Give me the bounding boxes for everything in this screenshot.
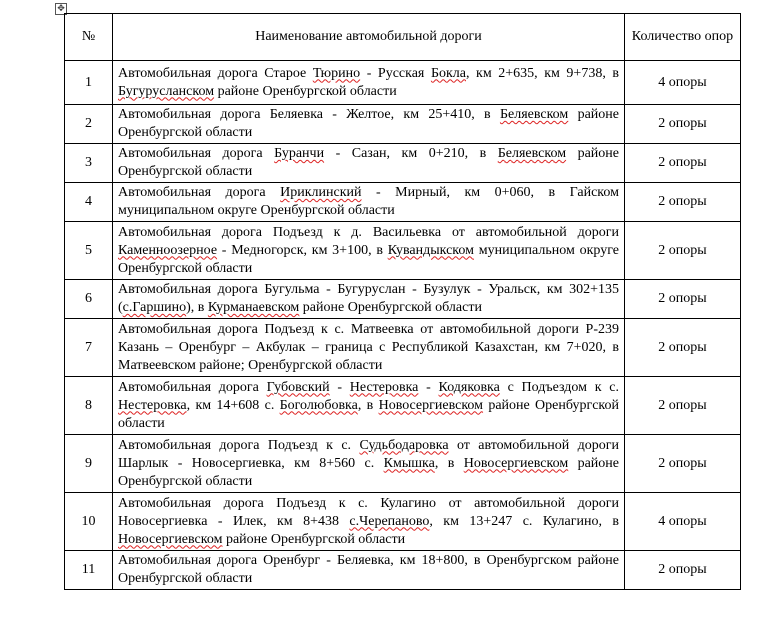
road-name-cell	[113, 280, 625, 319]
misspelled-word: Нестеровка	[349, 379, 419, 395]
road-name-text: Автомобильная дорога Беляевка - Желтое, км 25+410, в	[118, 107, 500, 122]
road-name-text: Автомобильная дорога Подъезд к д. Васильевка от автомобильной дороги	[118, 224, 619, 240]
row-number: 4	[65, 183, 113, 222]
road-name-text: районе Оренбургской области	[118, 397, 619, 431]
header-number: №	[65, 14, 113, 61]
road-name-text: -	[418, 379, 439, 395]
road-name-cell	[113, 435, 625, 493]
misspelled-word: Губовский	[266, 379, 330, 395]
road-name-text: районе Оренбургской области	[222, 531, 406, 547]
supports-count: 4 опоры	[625, 61, 741, 105]
row-number: 7	[65, 319, 113, 377]
roads-table	[64, 13, 741, 590]
table-row	[65, 551, 741, 590]
road-name-text: , в	[434, 455, 464, 471]
road-name-text: - Мирный, км 0+060, в Гайском муниципальном округе Оренбургской области	[118, 185, 619, 218]
row-number: 11	[65, 551, 113, 590]
table-body	[65, 61, 741, 590]
road-name-text: с Подъездом к с.	[499, 379, 619, 395]
road-name-text: , км 13+247 с. Кулагино, в	[429, 513, 620, 529]
row-number: 9	[65, 435, 113, 493]
road-name-cell	[113, 144, 625, 183]
road-name-text: Автомобильная дорога	[118, 146, 275, 161]
road-name-text: Автомобильная дорога Подъезд к с.	[118, 437, 360, 453]
table-row	[65, 105, 741, 144]
road-name-text: от автомобильной дороги Шарлык - Новосергиевка, км 8+560 с.	[118, 437, 619, 471]
road-name-cell	[113, 105, 625, 144]
supports-count: 2 опоры	[625, 280, 741, 319]
road-name-text: - Сазан, км 0+210, в	[324, 146, 498, 161]
row-number: 6	[65, 280, 113, 319]
table-row	[65, 280, 741, 319]
row-number: 1	[65, 61, 113, 105]
road-name-cell	[113, 377, 625, 435]
misspelled-word: Тюрино	[312, 65, 361, 81]
road-name-text: Автомобильная дорога Подъезд к с. Кулагино от автомобильной дороги Новосергиевка - Илек, км 8+438	[118, 495, 619, 529]
misspelled-word: с.Гаршино	[122, 300, 187, 315]
misspelled-word: с.Черепаново	[349, 513, 430, 529]
table-row	[65, 377, 741, 435]
road-name-text: районе Оренбургской области	[118, 455, 619, 489]
road-name-cell	[113, 183, 625, 222]
row-number: 8	[65, 377, 113, 435]
road-name-text: районе Оренбургской области	[118, 146, 619, 179]
misspelled-word: Новосергиевском	[378, 397, 484, 413]
misspelled-word: Бугурусланском	[118, 83, 215, 99]
misspelled-word: Нестеровка	[118, 397, 187, 413]
misspelled-word: Кмышка	[383, 455, 435, 471]
road-name-text: районе Оренбургской области	[299, 300, 482, 315]
road-name-text: -	[329, 379, 350, 395]
table-row	[65, 319, 741, 377]
road-name-text: районе Оренбургской области	[118, 107, 619, 140]
supports-count: 4 опоры	[625, 493, 741, 551]
supports-count: 2 опоры	[625, 183, 741, 222]
table-row	[65, 144, 741, 183]
table-header-row	[65, 14, 741, 61]
road-name-text: районе Оренбургской области	[214, 83, 397, 99]
misspelled-word: Беляевском	[497, 146, 567, 161]
row-number: 10	[65, 493, 113, 551]
supports-count: 2 опоры	[625, 551, 741, 590]
road-name-text: муниципальном округе Оренбургской области	[118, 242, 619, 276]
misspelled-word: Бокла	[430, 65, 466, 81]
road-name-text: Автомобильная дорога	[118, 185, 281, 200]
misspelled-word: Каменноозерное	[118, 242, 218, 258]
supports-count: 2 опоры	[625, 377, 741, 435]
road-name-text: , км 14+608 с.	[186, 397, 280, 413]
road-name-cell	[113, 493, 625, 551]
road-name-text: Автомобильная дорога Подъезд к с. Матвеевка от автомобильной дороги Р-239 Казань – Оренбург – Акбулак – граница с Республикой Казахстан, км 7+020, в Матвеевском районе; Оренбургской области	[118, 321, 619, 373]
table-move-handle-icon[interactable]: ✥	[55, 3, 67, 15]
supports-count: 2 опоры	[625, 435, 741, 493]
table-row	[65, 222, 741, 280]
road-name-text: , в	[357, 397, 379, 413]
road-name-cell	[113, 222, 625, 280]
table-row	[65, 183, 741, 222]
road-name-text: Автомобильная дорога Бугульма - Бугуруслан - Бузулук - Уральск, км 302+135 (	[118, 282, 619, 315]
misspelled-word: Кувандыкском	[387, 242, 474, 258]
misspelled-word: Новосергиевском	[463, 455, 569, 471]
road-name-text: Автомобильная дорога Оренбург - Беляевка, км 18+800, в Оренбургском районе Оренбургской области	[118, 553, 619, 586]
row-number: 2	[65, 105, 113, 144]
road-name-text: - Медногорск, км 3+100, в	[217, 242, 388, 258]
supports-count: 2 опоры	[625, 144, 741, 183]
supports-count: 2 опоры	[625, 319, 741, 377]
road-name-text: Автомобильная дорога Старое	[118, 65, 313, 81]
table-row	[65, 435, 741, 493]
road-name-text: , км 2+635, км 9+738, в	[465, 65, 619, 81]
header-road-name: Наименование автомобильной дороги	[113, 14, 625, 61]
header-supports-count: Количество опор	[625, 14, 741, 61]
misspelled-word: Боголюбовка	[279, 397, 358, 413]
road-name-text: ), в	[186, 300, 208, 315]
road-name-cell	[113, 61, 625, 105]
road-name-cell	[113, 319, 625, 377]
road-name-cell	[113, 551, 625, 590]
road-name-text: - Русская	[360, 65, 431, 81]
table-row	[65, 493, 741, 551]
misspelled-word: Кодяковка	[438, 379, 500, 395]
misspelled-word: Буранчи	[274, 146, 325, 161]
row-number: 5	[65, 222, 113, 280]
row-number: 3	[65, 144, 113, 183]
supports-count: 2 опоры	[625, 222, 741, 280]
table-row	[65, 61, 741, 105]
road-name-text: Автомобильная дорога	[118, 379, 267, 395]
misspelled-word: Судьбодаровка	[359, 437, 449, 453]
misspelled-word: Ириклинский	[280, 185, 362, 200]
misspelled-word: Новосергиевском	[118, 531, 223, 547]
supports-count: 2 опоры	[625, 105, 741, 144]
misspelled-word: Курманаевском	[207, 300, 300, 315]
misspelled-word: Беляевском	[499, 107, 569, 122]
